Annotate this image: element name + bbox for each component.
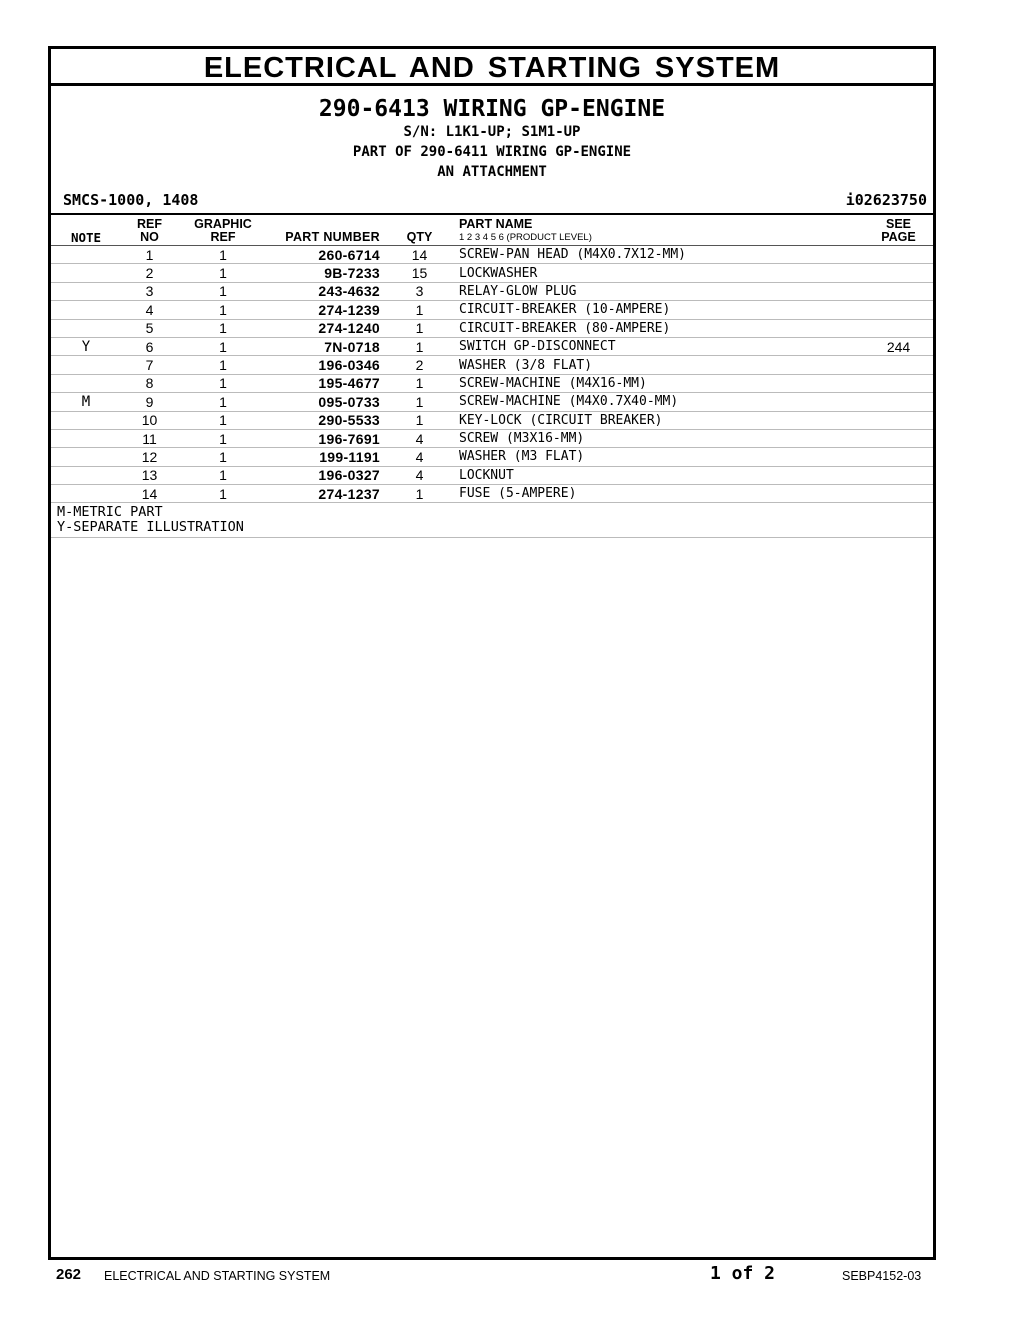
cell-ref-no: 1 — [121, 246, 178, 264]
table-row — [51, 319, 933, 337]
cell-see-page: 244 — [864, 337, 933, 355]
col-ref-no-top: REF — [137, 217, 162, 231]
table-row — [51, 337, 933, 355]
cell-part-name: SCREW-MACHINE (M4X0.7X40-MM) — [459, 393, 864, 411]
cell-graphic-ref: 1 — [178, 411, 268, 429]
table-row — [51, 246, 933, 264]
cell-qty: 1 — [380, 485, 459, 503]
cell-see-page — [864, 246, 933, 264]
group-title: 290-6413 WIRING GP-ENGINE — [318, 96, 666, 122]
cell-part-name: CIRCUIT-BREAKER (10-AMPERE) — [459, 301, 864, 319]
cell-part-name: FUSE (5-AMPERE) — [459, 485, 864, 503]
cell-part-name: RELAY-GLOW PLUG — [459, 282, 864, 300]
cell-note — [51, 301, 121, 319]
cell-part-number: 274-1239 — [268, 301, 380, 319]
cell-note — [51, 356, 121, 374]
cell-ref-no: 13 — [121, 466, 178, 484]
page-frame — [48, 46, 936, 1260]
col-qty: QTY — [380, 215, 459, 246]
cell-ref-no: 2 — [121, 264, 178, 282]
part-of-line: PART OF 290-6411 WIRING GP-ENGINE — [352, 144, 632, 160]
col-see-page-top: SEE — [885, 217, 911, 231]
table-row — [51, 282, 933, 300]
table-row — [51, 374, 933, 392]
cell-ref-no: 6 — [121, 337, 178, 355]
cell-qty: 4 — [380, 466, 459, 484]
cell-qty: 3 — [380, 282, 459, 300]
cell-graphic-ref: 1 — [178, 301, 268, 319]
cell-note — [51, 466, 121, 484]
cell-part-name: LOCKWASHER — [459, 264, 864, 282]
parts-table — [51, 215, 933, 503]
parts-table-body — [51, 246, 933, 503]
cell-graphic-ref: 1 — [178, 264, 268, 282]
col-part-name — [459, 215, 864, 246]
table-row — [51, 466, 933, 484]
cell-qty: 1 — [380, 337, 459, 355]
cell-graphic-ref: 1 — [178, 337, 268, 355]
table-row — [51, 301, 933, 319]
cell-graphic-ref: 1 — [178, 374, 268, 392]
cell-qty: 1 — [380, 393, 459, 411]
cell-part-number: 195-4677 — [268, 374, 380, 392]
col-ref-no-bottom: NO — [140, 230, 159, 244]
cell-ref-no: 10 — [121, 411, 178, 429]
cell-graphic-ref: 1 — [178, 448, 268, 466]
cell-qty: 15 — [380, 264, 459, 282]
col-graphic-ref — [178, 215, 268, 246]
table-row — [51, 393, 933, 411]
cell-part-name: WASHER (3/8 FLAT) — [459, 356, 864, 374]
cell-part-number: 196-0327 — [268, 466, 380, 484]
cell-part-number: 274-1237 — [268, 485, 380, 503]
cell-see-page — [864, 411, 933, 429]
table-row — [51, 448, 933, 466]
cell-qty: 4 — [380, 448, 459, 466]
note-separate-illustration: Y-SEPARATE ILLUSTRATION — [57, 519, 244, 536]
cell-see-page — [864, 282, 933, 300]
cell-note — [51, 411, 121, 429]
cell-part-name: SCREW-PAN HEAD (M4X0.7X12-MM) — [459, 246, 864, 264]
cell-part-number: 7N-0718 — [268, 337, 380, 355]
smcs-code: SMCS-1000, 1408 — [63, 191, 199, 209]
cell-graphic-ref: 1 — [178, 485, 268, 503]
cell-part-name: CIRCUIT-BREAKER (80-AMPERE) — [459, 319, 864, 337]
page-footer — [0, 1263, 1020, 1288]
cell-part-number: 290-5533 — [268, 411, 380, 429]
cell-part-name: SWITCH GP-DISCONNECT — [459, 337, 864, 355]
cell-see-page — [864, 466, 933, 484]
cell-part-number: 9B-7233 — [268, 264, 380, 282]
cell-part-name: LOCKNUT — [459, 466, 864, 484]
cell-see-page — [864, 264, 933, 282]
cell-qty: 1 — [380, 301, 459, 319]
cell-ref-no: 11 — [121, 429, 178, 447]
table-row — [51, 429, 933, 447]
illustration-id: i02623750 — [845, 191, 927, 209]
cell-see-page — [864, 429, 933, 447]
cell-note — [51, 429, 121, 447]
cell-note: Y — [51, 337, 121, 355]
cell-graphic-ref: 1 — [178, 356, 268, 374]
product-level-scale: 1 2 3 4 5 6 (PRODUCT LEVEL) — [459, 232, 592, 243]
cell-part-number: 095-0733 — [268, 393, 380, 411]
cell-part-number: 196-7691 — [268, 429, 380, 447]
cell-ref-no: 5 — [121, 319, 178, 337]
group-header — [51, 86, 933, 215]
col-ref-no — [121, 215, 178, 246]
cell-note — [51, 246, 121, 264]
cell-ref-no: 8 — [121, 374, 178, 392]
cell-part-number: 260-6714 — [268, 246, 380, 264]
cell-note: M — [51, 393, 121, 411]
col-see-page-bottom: PAGE — [881, 230, 916, 244]
cell-note — [51, 448, 121, 466]
footer-section-title: ELECTRICAL AND STARTING SYSTEM — [104, 1269, 331, 1283]
cell-qty: 14 — [380, 246, 459, 264]
cell-ref-no: 4 — [121, 301, 178, 319]
col-part-number: PART NUMBER — [268, 215, 380, 246]
cell-see-page — [864, 319, 933, 337]
cell-qty: 1 — [380, 374, 459, 392]
notes-legend — [51, 503, 933, 538]
cell-note — [51, 374, 121, 392]
cell-ref-no: 9 — [121, 393, 178, 411]
cell-part-name: SCREW-MACHINE (M4X16-MM) — [459, 374, 864, 392]
note-metric: M-METRIC PART — [57, 504, 163, 521]
cell-note — [51, 264, 121, 282]
cell-qty: 4 — [380, 429, 459, 447]
table-row — [51, 411, 933, 429]
cell-part-name: WASHER (M3 FLAT) — [459, 448, 864, 466]
table-row — [51, 264, 933, 282]
cell-see-page — [864, 485, 933, 503]
table-row — [51, 485, 933, 503]
col-part-name-label: PART NAME — [459, 217, 533, 231]
cell-part-name: SCREW (M3X16-MM) — [459, 429, 864, 447]
cell-graphic-ref: 1 — [178, 466, 268, 484]
cell-qty: 2 — [380, 356, 459, 374]
cell-ref-no: 3 — [121, 282, 178, 300]
group-type: AN ATTACHMENT — [437, 164, 547, 180]
cell-graphic-ref: 1 — [178, 393, 268, 411]
page-number: 262 — [56, 1266, 82, 1283]
cell-ref-no: 12 — [121, 448, 178, 466]
cell-part-number: 274-1240 — [268, 319, 380, 337]
cell-part-number: 243-4632 — [268, 282, 380, 300]
cell-note — [51, 319, 121, 337]
cell-see-page — [864, 393, 933, 411]
cell-ref-no: 7 — [121, 356, 178, 374]
cell-graphic-ref: 1 — [178, 319, 268, 337]
col-note: NOTE — [51, 215, 121, 246]
cell-graphic-ref: 1 — [178, 282, 268, 300]
section-title: ELECTRICAL AND STARTING SYSTEM — [51, 49, 933, 86]
cell-part-number: 199-1191 — [268, 448, 380, 466]
serial-number: S/N: L1K1-UP; S1M1-UP — [403, 124, 581, 140]
cell-qty: 1 — [380, 319, 459, 337]
table-header-row — [51, 215, 933, 246]
cell-qty: 1 — [380, 411, 459, 429]
table-row — [51, 356, 933, 374]
cell-note — [51, 485, 121, 503]
cell-part-name: KEY-LOCK (CIRCUIT BREAKER) — [459, 411, 864, 429]
cell-note — [51, 282, 121, 300]
col-graphic-ref-bottom: REF — [210, 230, 236, 244]
page-of-indicator: 1 of 2 — [710, 1263, 776, 1284]
cell-see-page — [864, 301, 933, 319]
cell-see-page — [864, 448, 933, 466]
cell-see-page — [864, 374, 933, 392]
cell-see-page — [864, 356, 933, 374]
col-graphic-ref-top: GRAPHIC — [194, 217, 252, 231]
cell-graphic-ref: 1 — [178, 246, 268, 264]
col-see-page — [864, 215, 933, 246]
cell-graphic-ref: 1 — [178, 429, 268, 447]
cell-ref-no: 14 — [121, 485, 178, 503]
cell-part-number: 196-0346 — [268, 356, 380, 374]
document-number: SEBP4152-03 — [842, 1269, 922, 1283]
